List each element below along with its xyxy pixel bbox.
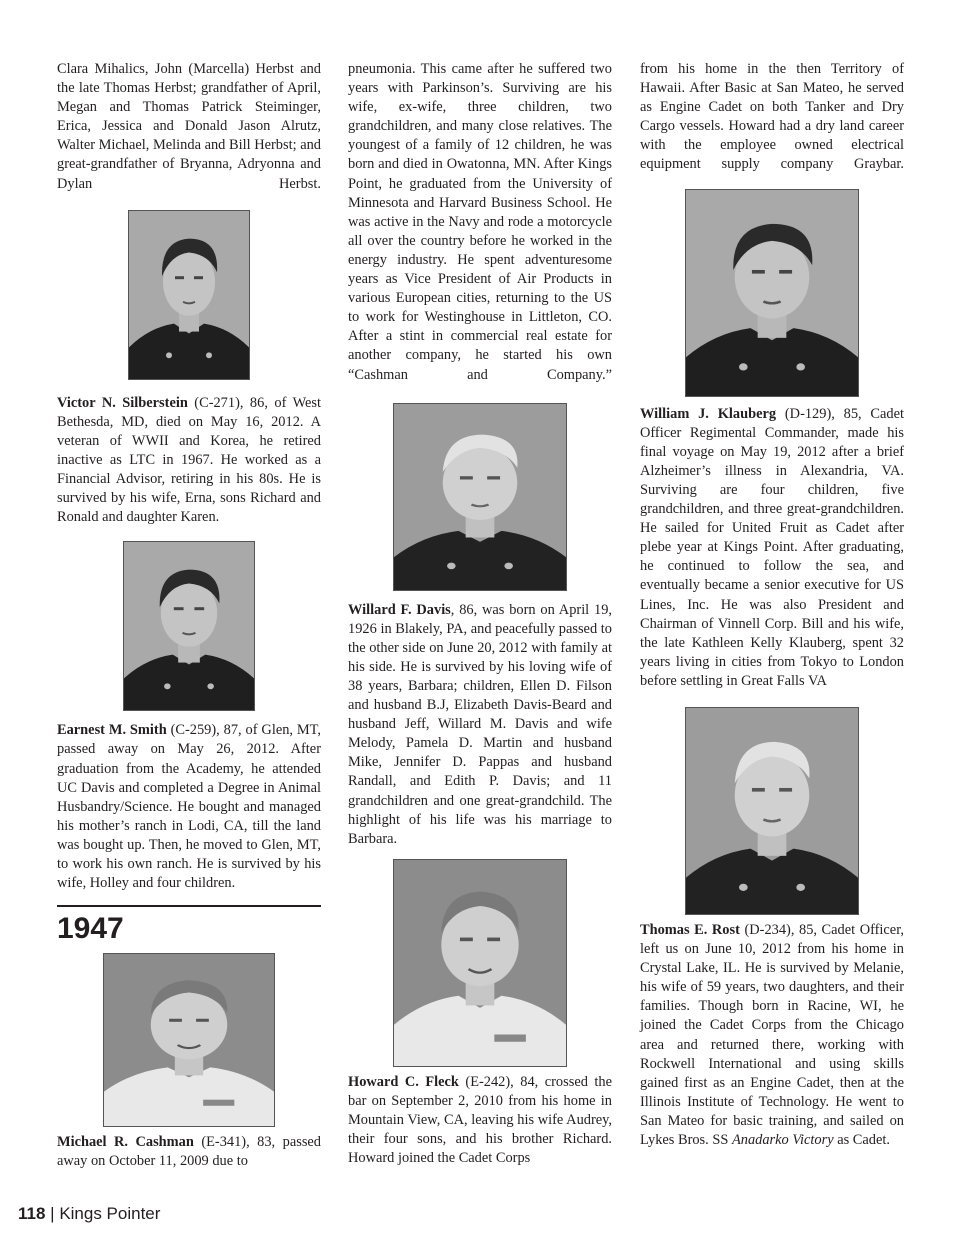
portrait-davis [393, 403, 567, 591]
obituary-cashman-continued: pneumonia. This came after he suffered two years with Parkinson’s. Surviving are his wife, ex-wife, three children, two grandchildren, and many close relatives. The youngest of a family of 12 children, he was born and died in Owatonna, MN. After Kings Point, he graduated from the University of Minnesota and Harvard Business School. He was active in the Navy and rode a motorcycle all over the country before he worked in the energy industry. He spent adventuresome years as Vice President of Air Products in various European cities, returning to the US to work for Westinghouse in Littleton, CO. After a stint in commercial real estate for another company, he started his own “Cashman and Company.” [348, 61, 612, 383]
obituary-fleck-continued: from his home in the then Territory of Hawaii. After Basic at San Mateo, he served as Engine Cadet on both Tanker and Dry Cargo vessels. Howard had a dry land career with the employee owned electrical equipment supply company Graybar. [640, 61, 904, 173]
page-footer [18, 1203, 160, 1225]
name-klauberg: William J. Klauberg [640, 405, 777, 422]
obituary-fleck: Howard C. Fleck (E-242), 84, crossed the bar on September 2, 2010 from his home in Mountain View, CA, leaving his wife Audrey, their four sons, and his brother Richard. Howard joined the Cadet Corps [348, 1073, 612, 1167]
portrait-cashman [103, 953, 275, 1127]
portrait-silberstein [128, 210, 250, 380]
column-right [640, 60, 904, 1150]
ship-name: Anadarko Victory [731, 1132, 834, 1148]
obituary-davis: Willard F. Davis, 86, was born on April 19, 1926 in Blakely, PA, and peacefully passed to the other side on June 20, 2012 with family at his side. He is survived by his loving wife of 38 years, Barbara; children, Ellen D. Filson and husband B.J, Elizabeth Davis-Beard and husband Jeff, Willard M. Davis and wife Melody, Pamela D. Martin and husband Mike, Jennifer D. Pappas and husband Randall, and Edith P. Davis; and 11 grandchildren and one great-grandchild. The highlight of his life was his marriage to Barbara. [348, 601, 612, 847]
obituary-rost: Thomas E. Rost (D-234), 85, Cadet Officer, left us on June 10, 2012 from his home in Crystal Lake, IL. He is survived by Melanie, his wife of 59 years, two daughters, and their families. Though born in Racine, WI, he joined the Cadet Corps from the Chicago area and returned there, working with Rockwell International and using skills gained first as an Engine Cadet, then at the Illinois Institute of Technology. He went to San Mateo for basic training, and sailed on Lykes Bros. SS Anadarko Victory as Cadet. [640, 921, 905, 1148]
column-middle [348, 60, 612, 1168]
obituary-klauberg: William J. Klauberg (D-129), 85, Cadet Officer Regimental Commander, made his final voyage on May 19, 2012 after a brief Alzheimer’s illness in Alexandria, VA. Surviving are four children, five grandchildren, and three great-grandchildren. He sailed for United Fruit as Cadet after plebe year at Kings Point. After graduating, he continued to follow the sea, and eventually became a senior executive for US Lines, Inc. He was also President and Chairman of Vinnell Corp. Bill and his wife, the late Kathleen Kelly Klauberg, spent 32 years living in cities from Tokyo to London before settling in Great Falls VA [640, 405, 904, 689]
name-davis: Willard F. Davis [348, 601, 451, 618]
portrait-rost [685, 707, 859, 915]
obituary-silberstein: Victor N. Silberstein (C-271), 86, of West Bethesda, MD, died on May 16, 2012. A veteran of WWII and Korea, he retired inactive as LTC in 1967. He worked as a Financial Advisor, retiring in his 80s. He is survived by his wife, Erna, sons Richard and Ronald and daughter Karen. [57, 394, 321, 526]
page-number: 118 [18, 1204, 46, 1223]
portrait-klauberg [685, 189, 859, 397]
year-divider [57, 905, 321, 907]
year-heading: 1947 [57, 912, 124, 946]
name-fleck: Howard C. Fleck [348, 1073, 459, 1090]
obituary-herbst-continued: Clara Mihalics, John (Marcella) Herbst and the late Thomas Herbst; grandfather of April, Megan and Thomas Patrick Steiminger, Erica, Jessica and Donald Jason Alrutz, Walter Michael, Melinda and Bill Herbst; and great-grandfather of Bryanna, Adryonna and Dylan Herbst. [57, 61, 321, 192]
column-left [57, 60, 321, 1171]
name-rost: Thomas E. Rost [640, 921, 740, 938]
name-smith: Earnest M. Smith [57, 722, 167, 739]
obituary-smith: Earnest M. Smith (C-259), 87, of Glen, MT, passed away on May 26, 2012. After graduation from the Academy, he attended UC Davis and completed a Degree in Animal Husbandry/Science. He bought and managed his mother’s ranch in Lodi, CA, till the land was bought up. Then, he moved to Glen, MT, to work his own ranch. He is survived by his wife, Holley and four children. [57, 722, 322, 892]
portrait-fleck [393, 859, 567, 1067]
footer-separator: | [45, 1204, 60, 1223]
portrait-smith [123, 541, 255, 711]
name-cashman: Michael R. Cashman [57, 1134, 194, 1151]
name-silberstein: Victor N. Silberstein [57, 394, 188, 411]
publication-name: Kings Pointer [59, 1204, 161, 1223]
obituary-cashman: Michael R. Cashman (E-341), 83, passed away on October 11, 2009 due to [57, 1134, 321, 1170]
